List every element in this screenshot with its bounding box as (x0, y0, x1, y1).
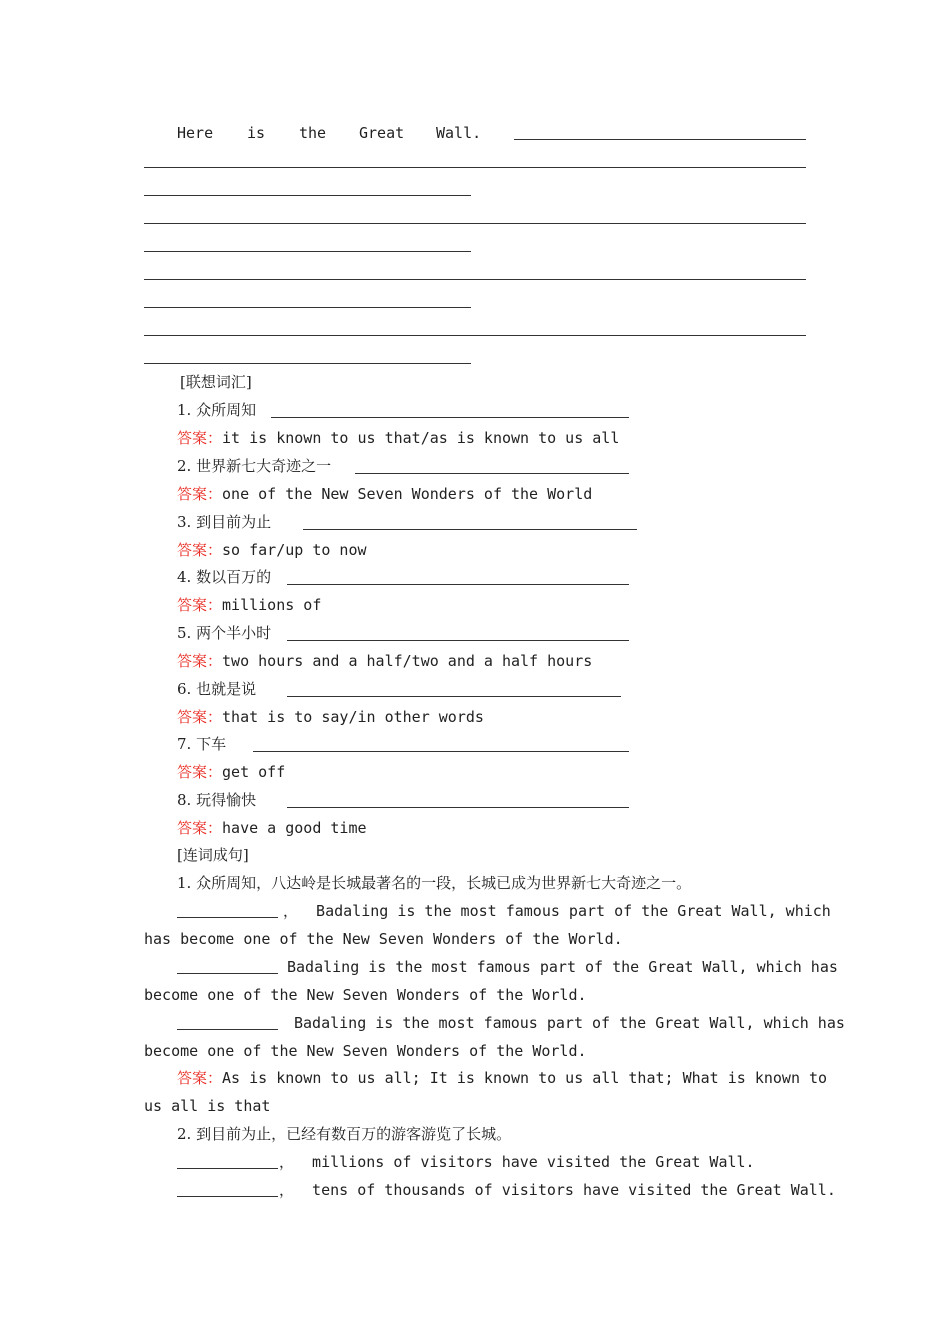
answer-blank[interactable] (271, 417, 629, 418)
vocab-question: 6. 也就是说 (177, 680, 257, 698)
answer-blank[interactable] (287, 640, 629, 641)
intro-word-is: is (247, 124, 266, 142)
answer-label: 答案： (177, 485, 223, 503)
sentence-text: Badaling is the most famous part of the Great Wall, which has (294, 1014, 845, 1032)
vocab-question: 2. 世界新七大奇迹之一 (177, 457, 332, 475)
answer-blank[interactable] (303, 529, 637, 530)
intro-word-wall: Wall. (436, 124, 482, 142)
answer-label: 答案： (177, 596, 223, 614)
vocab-answer: that is to say/in other words (222, 708, 484, 726)
writing-line[interactable] (144, 279, 806, 280)
sentence-text: has become one of the New Seven Wonders of the World. (144, 930, 623, 948)
sentence-answer-cont: us all is that (144, 1097, 271, 1115)
answer-label: 答案： (177, 708, 223, 726)
answer-label: 答案： (177, 819, 223, 837)
answer-label: 答案： (177, 652, 223, 670)
sentence-prompt: 1. 众所周知，八达岭是长城最著名的一段，长城已成为世界新七大奇迹之一。 (177, 874, 692, 892)
sentence-blank[interactable] (177, 1168, 278, 1169)
vocab-question: 3. 到目前为止 (177, 513, 272, 531)
vocab-question: 5. 两个半小时 (177, 624, 272, 642)
vocab-heading: [联想词汇] (180, 373, 252, 391)
writing-line[interactable] (144, 335, 806, 336)
writing-line[interactable] (144, 307, 471, 308)
writing-line[interactable] (144, 195, 471, 196)
vocab-answer: millions of (222, 596, 322, 614)
vocab-question: 7. 下车 (177, 735, 227, 753)
answer-blank[interactable] (287, 584, 629, 585)
sentence-blank[interactable] (177, 917, 278, 918)
answer-label: 答案： (177, 429, 223, 447)
vocab-answer: get off (222, 763, 286, 781)
vocab-answer: two hours and a half/two and a half hours (222, 652, 593, 670)
writing-line[interactable] (144, 363, 471, 364)
writing-line[interactable] (144, 223, 806, 224)
vocab-answer: have a good time (222, 819, 367, 837)
sentence-blank[interactable] (177, 1029, 278, 1030)
answer-blank[interactable] (287, 807, 629, 808)
sentence-text: become one of the New Seven Wonders of the World. (144, 986, 587, 1004)
writing-line[interactable] (144, 167, 806, 168)
writing-blank[interactable] (514, 139, 806, 140)
sentence-text: become one of the New Seven Wonders of the World. (144, 1042, 587, 1060)
intro-word-great: Great (359, 124, 405, 142)
vocab-question: 4. 数以百万的 (177, 568, 272, 586)
vocab-answer: it is known to us that/as is known to us all (222, 429, 620, 447)
sentence-heading: [连词成句] (177, 846, 249, 864)
intro-word-the: the (299, 124, 327, 142)
intro-word-here: Here (177, 124, 214, 142)
sentence-prompt: 2. 到目前为止，已经有数百万的游客游览了长城。 (177, 1125, 512, 1143)
vocab-question: 1. 众所周知 (177, 401, 257, 419)
sentence-blank[interactable] (177, 1196, 278, 1197)
writing-line[interactable] (144, 251, 471, 252)
answer-blank[interactable] (253, 751, 629, 752)
sentence-text: ， Badaling is the most famous part of the Great Wall, which (283, 902, 831, 920)
answer-label: 答案： (177, 541, 223, 559)
answer-blank[interactable] (355, 473, 629, 474)
sentence-text: Badaling is the most famous part of the Great Wall, which has (287, 958, 838, 976)
sentence-blank[interactable] (177, 973, 278, 974)
vocab-answer: so far/up to now (222, 541, 367, 559)
sentence-text: ， millions of visitors have visited the Great Wall. (279, 1153, 755, 1171)
sentence-text: ， tens of thousands of visitors have visited the Great Wall. (279, 1181, 836, 1199)
answer-label: 答案： (177, 1069, 223, 1087)
sentence-answer: As is known to us all; It is known to us all that; What is known to (222, 1069, 828, 1087)
vocab-answer: one of the New Seven Wonders of the World (222, 485, 593, 503)
answer-blank[interactable] (287, 696, 621, 697)
vocab-question: 8. 玩得愉快 (177, 791, 257, 809)
answer-label: 答案： (177, 763, 223, 781)
